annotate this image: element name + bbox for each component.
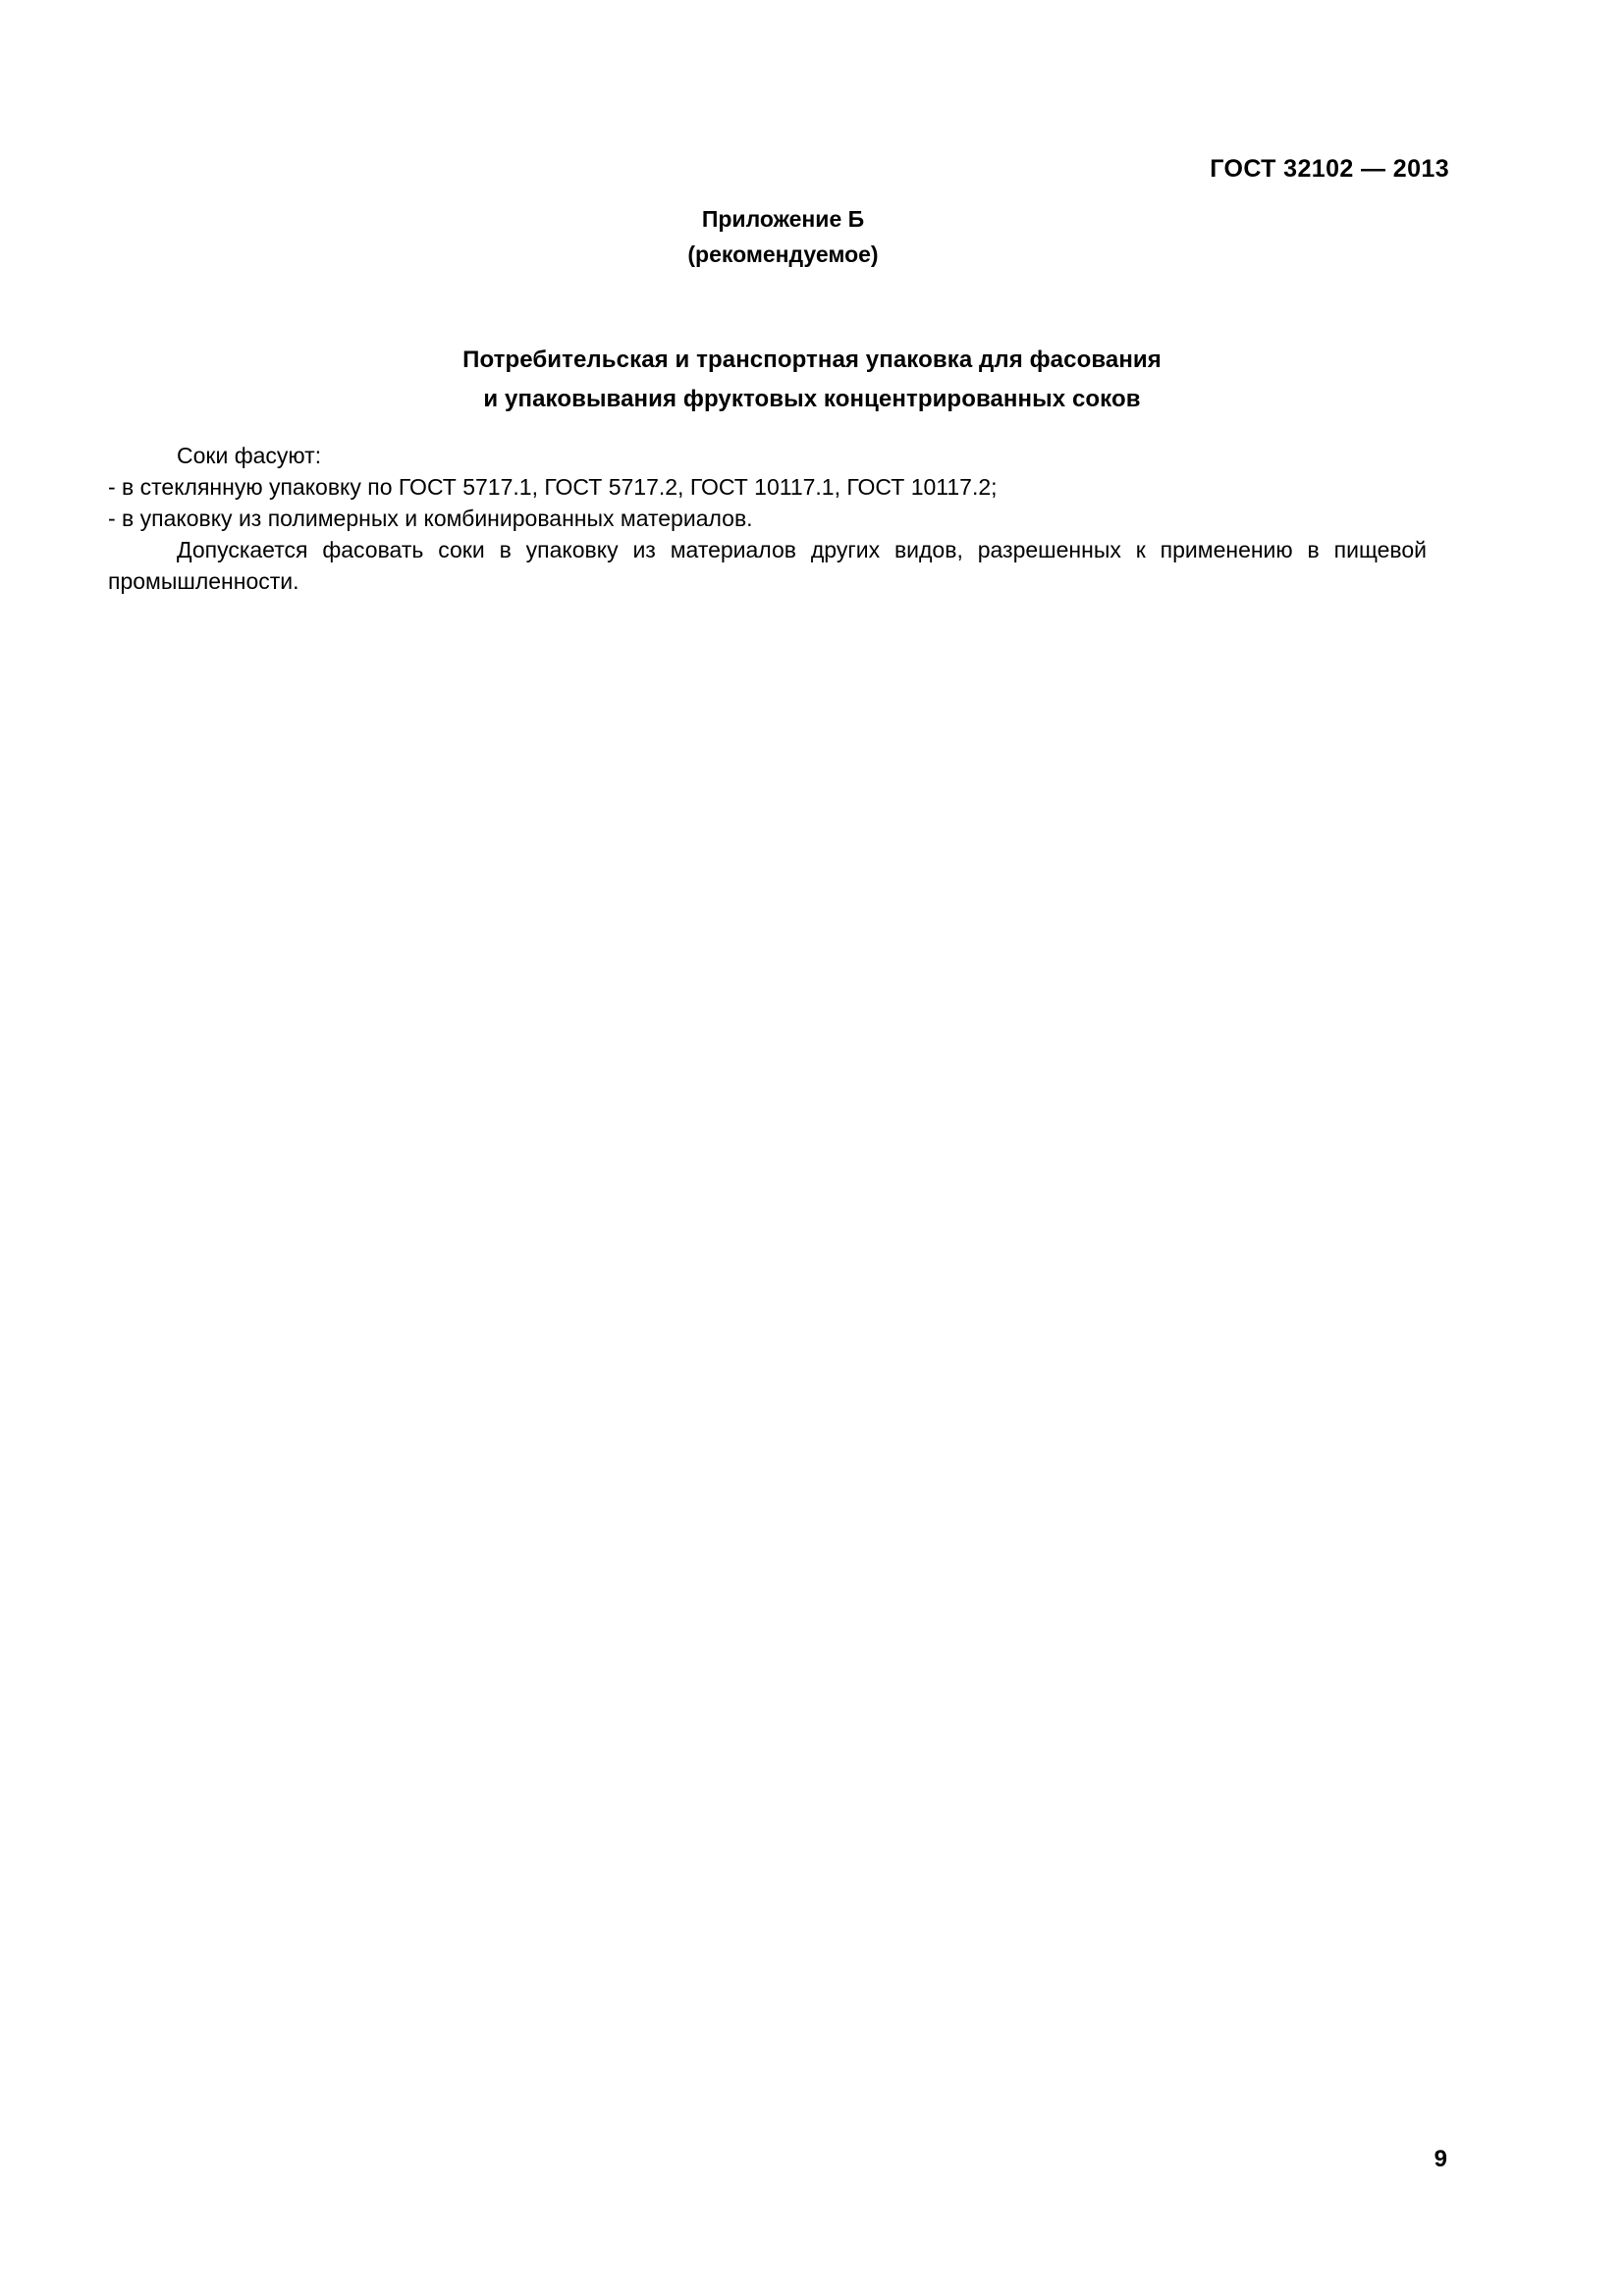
page-title-line-1: Потребительская и транспортная упаковка для фасования [462, 347, 1162, 373]
body-paragraph: Соки фасуют: [177, 443, 322, 468]
page-title [0, 341, 1624, 419]
standard-header: ГОСТ 32102 — 2013 [1210, 155, 1449, 183]
body-paragraph: Допускается фасовать соки в упаковку из материалов других видов, разрешенных к применению в пищевой промышленности. [108, 537, 1427, 594]
body-list-item: - в стеклянную упаковку по ГОСТ 5717.1, ГОСТ 5717.2, ГОСТ 10117.1, ГОСТ 10117.2; [108, 474, 998, 500]
annex-status: (рекомендуемое) [687, 241, 879, 267]
annex-label: Приложение Б [701, 206, 865, 232]
body-list-item: - в упаковку из полимерных и комбинированных материалов. [108, 506, 753, 531]
page-title-line-2: и упаковывания фруктовых концентрированных соков [483, 386, 1141, 412]
annex-heading-block [0, 201, 1624, 272]
page-number: 9 [1434, 2146, 1447, 2172]
body-content [108, 440, 1427, 597]
